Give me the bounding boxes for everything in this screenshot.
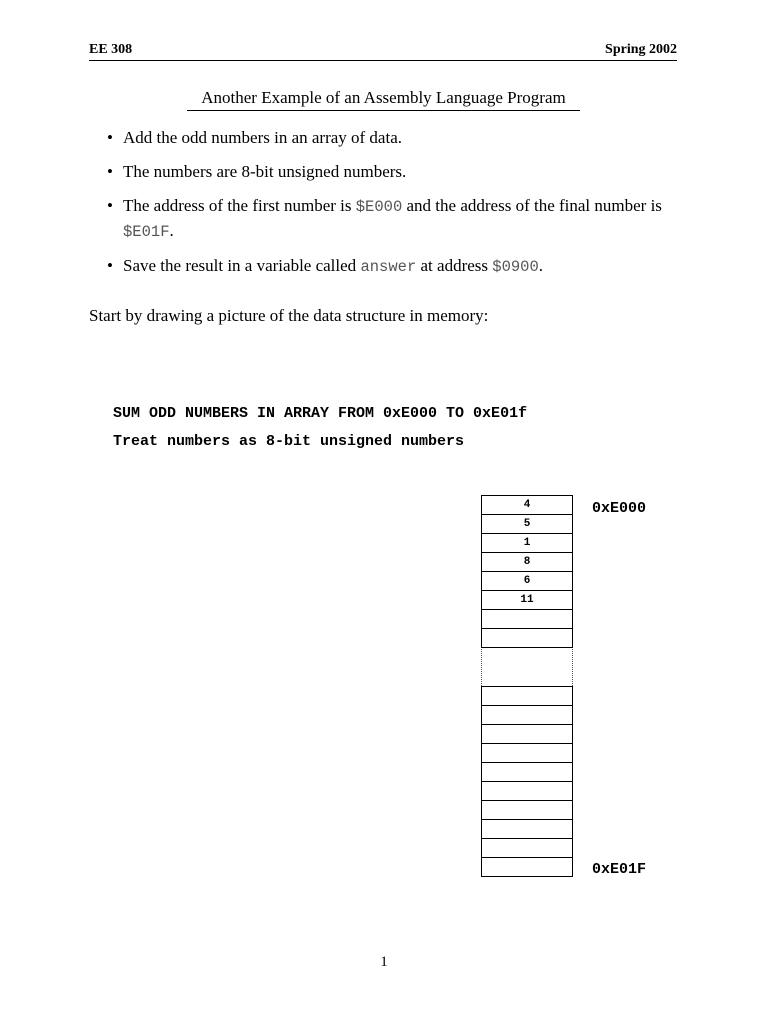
- bullet-icon: •: [107, 256, 113, 275]
- memory-cell: 6: [481, 572, 573, 591]
- memory-cell: [481, 782, 573, 801]
- page-number: 1: [380, 954, 388, 970]
- bullet-icon: •: [107, 128, 113, 147]
- list-item: [107, 254, 683, 279]
- memory-cell: 11: [481, 591, 573, 610]
- code-comment-line: Treat numbers as 8-bit unsigned numbers: [113, 433, 465, 450]
- memory-cell: 4: [481, 495, 573, 515]
- intro-text: Start by drawing a picture of the data structure in memory:: [89, 306, 489, 325]
- code-inline: $E000: [355, 198, 403, 216]
- page-title: Another Example of an Assembly Language Program: [187, 88, 580, 111]
- bullet-text: at address: [416, 256, 493, 275]
- memory-cell: [481, 629, 573, 648]
- first-address-label: 0xE000: [592, 500, 647, 517]
- page-header: [89, 42, 677, 61]
- bullet-icon: •: [107, 162, 113, 181]
- memory-cell: 8: [481, 553, 573, 572]
- memory-cell: [481, 610, 573, 629]
- list-item: [107, 160, 683, 184]
- code-inline: $0900: [492, 258, 539, 276]
- memory-cell: [481, 763, 573, 782]
- bullet-text: The address of the first number is: [123, 196, 356, 215]
- bullet-text: .: [538, 256, 544, 275]
- list-item: [107, 194, 683, 244]
- code-comment-line: SUM ODD NUMBERS IN ARRAY FROM 0xE000 TO 0xE01f: [113, 405, 528, 422]
- memory-cell: [481, 744, 573, 763]
- bullet-text: The numbers are 8-bit unsigned numbers.: [123, 162, 407, 181]
- bullet-list: [107, 126, 683, 289]
- memory-cell: [481, 820, 573, 839]
- memory-cell: [481, 858, 573, 877]
- bullet-icon: •: [107, 196, 113, 215]
- list-item: [107, 126, 683, 150]
- memory-array-top: [481, 495, 573, 648]
- memory-cell: [481, 801, 573, 820]
- memory-cell: 5: [481, 515, 573, 534]
- course-label: EE 308: [89, 42, 133, 57]
- memory-cell: [481, 725, 573, 744]
- memory-cell: [481, 706, 573, 725]
- code-inline: $E01F: [123, 223, 170, 241]
- last-address-label: 0xE01F: [592, 861, 647, 878]
- memory-array-bottom: [481, 686, 573, 877]
- memory-cell: [481, 686, 573, 706]
- memory-cell: [481, 839, 573, 858]
- bullet-text: Add the odd numbers in an array of data.: [123, 128, 402, 147]
- bullet-text: Save the result in a variable called: [123, 256, 361, 275]
- bullet-text: .: [169, 221, 174, 240]
- term-label: Spring 2002: [605, 42, 677, 57]
- bullet-text: and the address of the final number is: [402, 196, 662, 215]
- code-inline: answer: [360, 258, 417, 276]
- memory-gap-ellipsis: [481, 649, 573, 686]
- memory-cell: 1: [481, 534, 573, 553]
